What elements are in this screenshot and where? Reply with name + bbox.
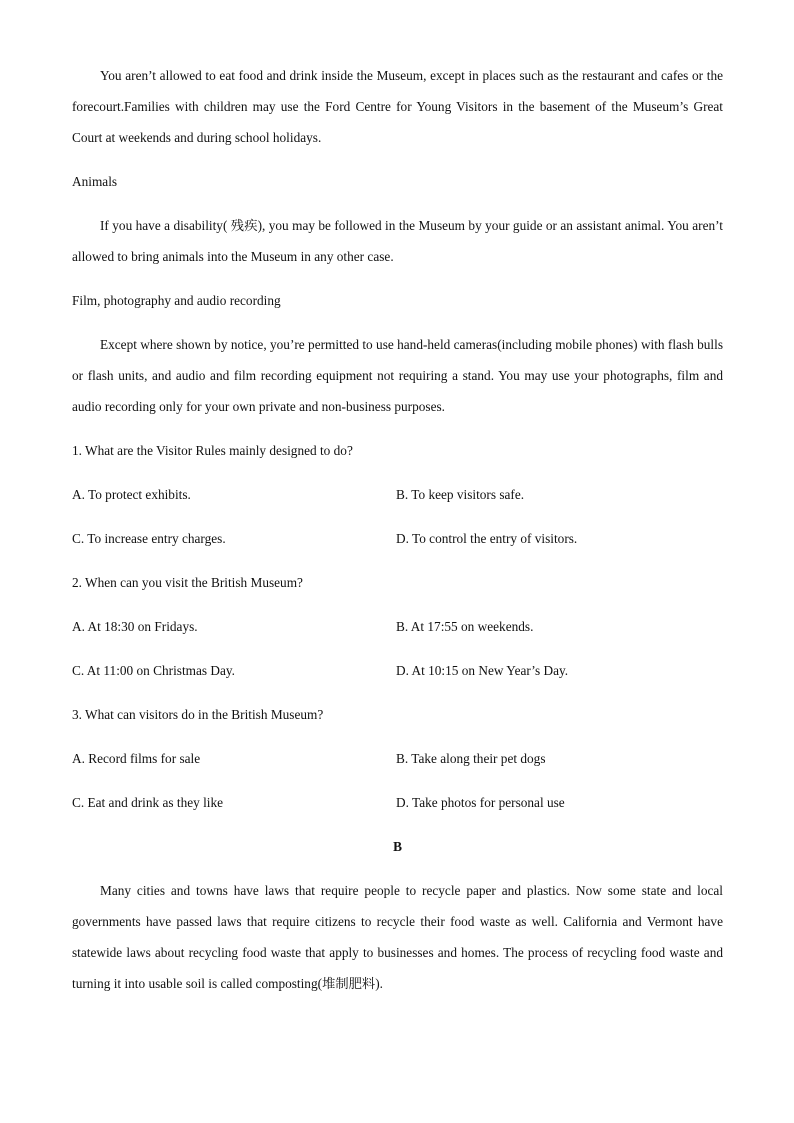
question-2-option-c: C. At 11:00 on Christmas Day. bbox=[72, 663, 236, 678]
question-3-options-row-1 bbox=[72, 743, 723, 774]
film-heading: Film, photography and audio recording bbox=[72, 293, 281, 308]
question-3-option-b: B. Take along their pet dogs bbox=[396, 751, 546, 766]
question-3-options-row-2 bbox=[72, 787, 723, 818]
question-3-option-a: A. Record films for sale bbox=[72, 751, 201, 766]
document-page bbox=[72, 60, 723, 999]
question-2-option-b: B. At 17:55 on weekends. bbox=[396, 619, 534, 634]
question-2-option-a: A. At 18:30 on Fridays. bbox=[72, 619, 198, 634]
question-1-option-b: B. To keep visitors safe. bbox=[396, 487, 525, 502]
question-2-stem: 2. When can you visit the British Museum? bbox=[72, 575, 303, 590]
question-3-option-d: D. Take photos for personal use bbox=[396, 795, 565, 810]
question-2-options-row-1 bbox=[72, 611, 723, 642]
section-b-heading: B bbox=[393, 839, 402, 854]
question-2-options-row-2 bbox=[72, 655, 723, 686]
question-2-option-d: D. At 10:15 on New Year’s Day. bbox=[396, 663, 569, 678]
section-b-paragraph: Many cities and towns have laws that require people to recycle paper and plastics. Now some state and local governments have passed laws that require citizens to recycle their food waste as well. California and Vermont have statewide laws about recycling food waste that apply to businesses and homes. The process of recycling food waste and turning it into usable soil is called composting(堆制肥料). bbox=[72, 883, 723, 991]
question-3-option-c: C. Eat and drink as they like bbox=[72, 795, 224, 810]
question-3-stem: 3. What can visitors do in the British Museum? bbox=[72, 707, 324, 722]
question-1-option-d: D. To control the entry of visitors. bbox=[396, 531, 578, 546]
question-1-option-a: A. To protect exhibits. bbox=[72, 487, 191, 502]
question-1-options-row-1 bbox=[72, 479, 723, 510]
question-1-option-c: C. To increase entry charges. bbox=[72, 531, 226, 546]
film-paragraph: Except where shown by notice, you’re permitted to use hand-held cameras(including mobile phones) with flash bulls or flash units, and audio and film recording equipment not requiring a stand. You may use your photographs, film and audio recording only for your own private and non-business purposes. bbox=[72, 337, 723, 414]
animals-paragraph: If you have a disability( 残疾), you may be followed in the Museum by your guide or an assistant animal. You aren’t allowed to bring animals into the Museum in any other case. bbox=[72, 218, 723, 264]
food-rule-paragraph: You aren’t allowed to eat food and drink inside the Museum, except in places such as the restaurant and cafes or the forecourt.Families with children may use the Ford Centre for Young Visitors in the basement of the Museum’s Great Court at weekends and during school holidays. bbox=[72, 68, 723, 145]
question-1-options-row-2 bbox=[72, 523, 723, 554]
question-1-stem: 1. What are the Visitor Rules mainly designed to do? bbox=[72, 443, 353, 458]
animals-heading: Animals bbox=[72, 174, 118, 189]
